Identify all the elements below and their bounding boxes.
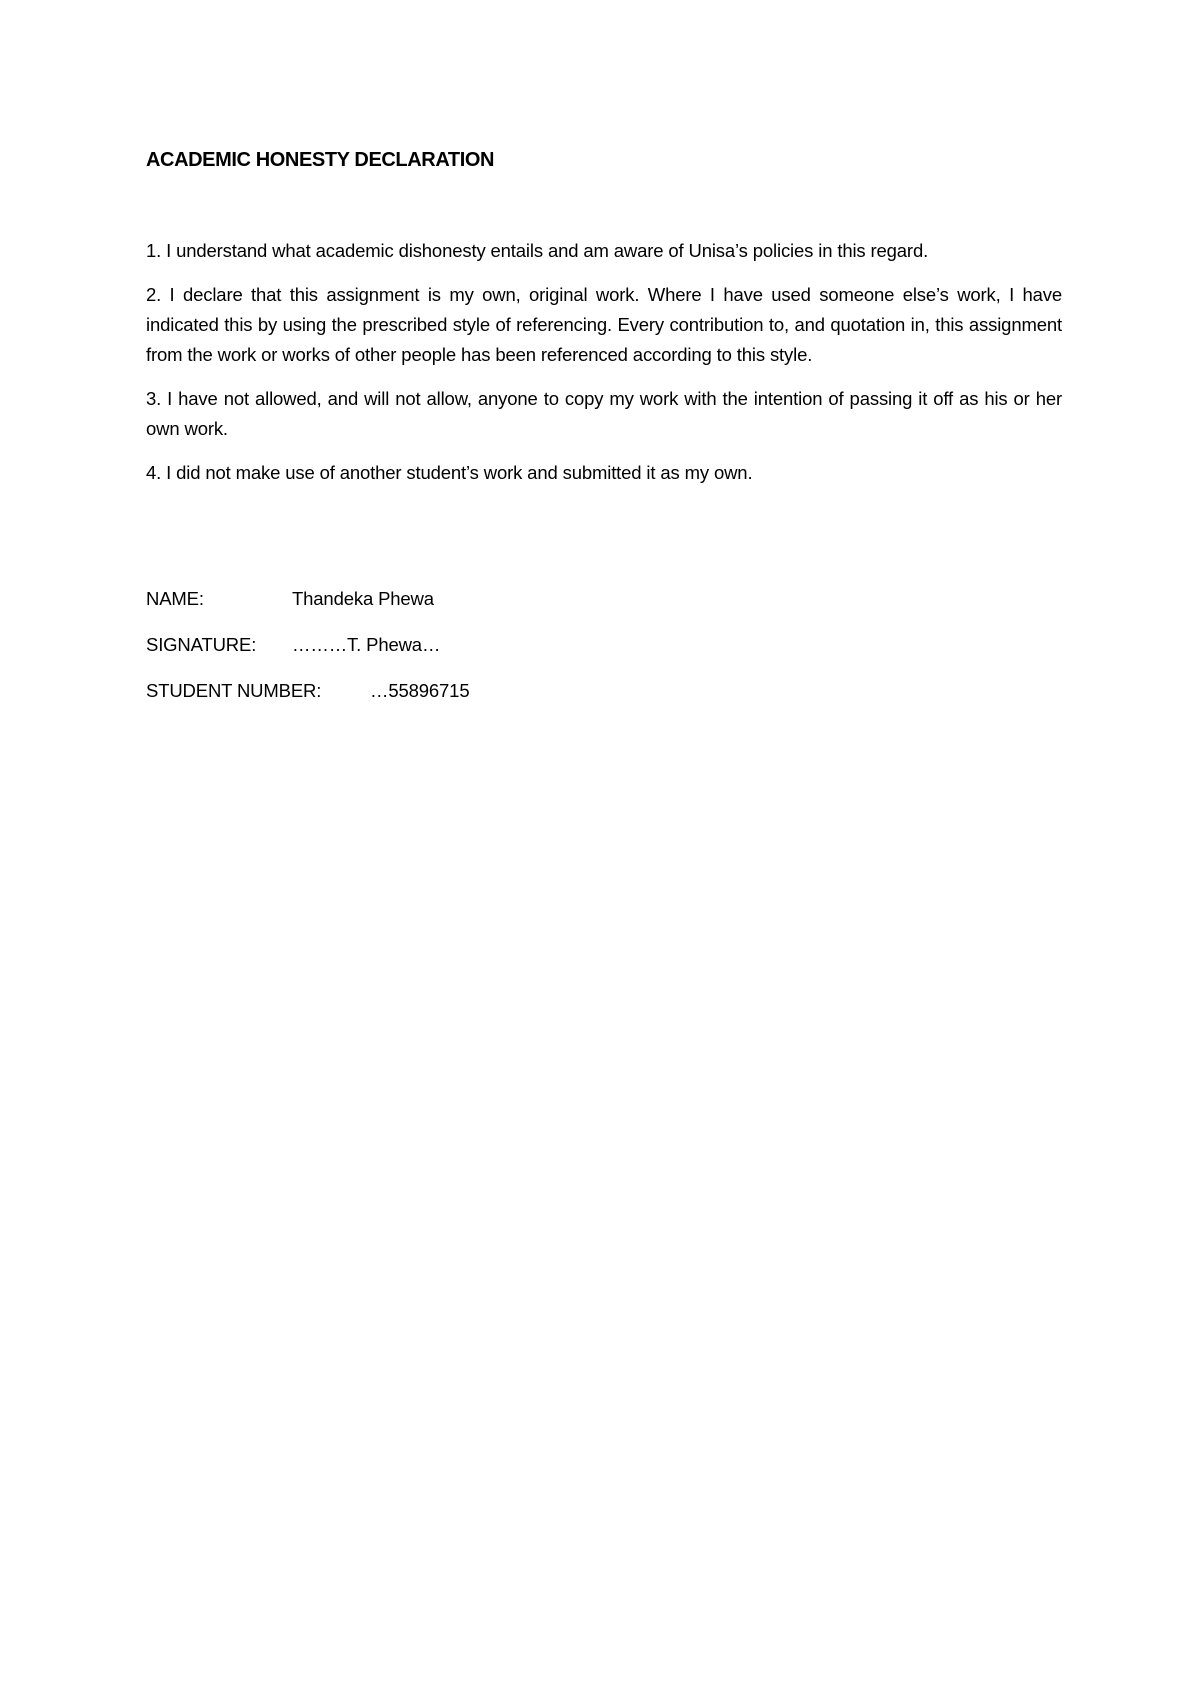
name-label: NAME:: [146, 588, 204, 609]
signature-label: SIGNATURE:: [146, 634, 257, 655]
page-title: ACADEMIC HONESTY DECLARATION: [146, 149, 495, 171]
student-number-label: STUDENT NUMBER:: [146, 680, 322, 701]
declaration-item-1: 1. I understand what academic dishonesty entails and am aware of Unisa’s policies in this regard.: [146, 240, 929, 261]
declaration-item-2: 2. I declare that this assignment is my own, original work. Where I have used someone else’s work, I have indicated this by using the prescribed style of referencing. Every contribution to, and quotation in, this assignment from the work or works of other people has been referenced according to this style.: [146, 284, 1062, 365]
declaration-item-3: 3. I have not allowed, and will not allow, anyone to copy my work with the intention of passing it off as his or her own work.: [146, 388, 1062, 439]
signature-value: ………T. Phewa…: [292, 634, 441, 655]
name-value: Thandeka Phewa: [292, 588, 434, 609]
student-number-value: …55896715: [370, 680, 470, 701]
declaration-item-4: 4. I did not make use of another student’s work and submitted it as my own.: [146, 462, 753, 483]
declaration-list: [146, 236, 1062, 502]
